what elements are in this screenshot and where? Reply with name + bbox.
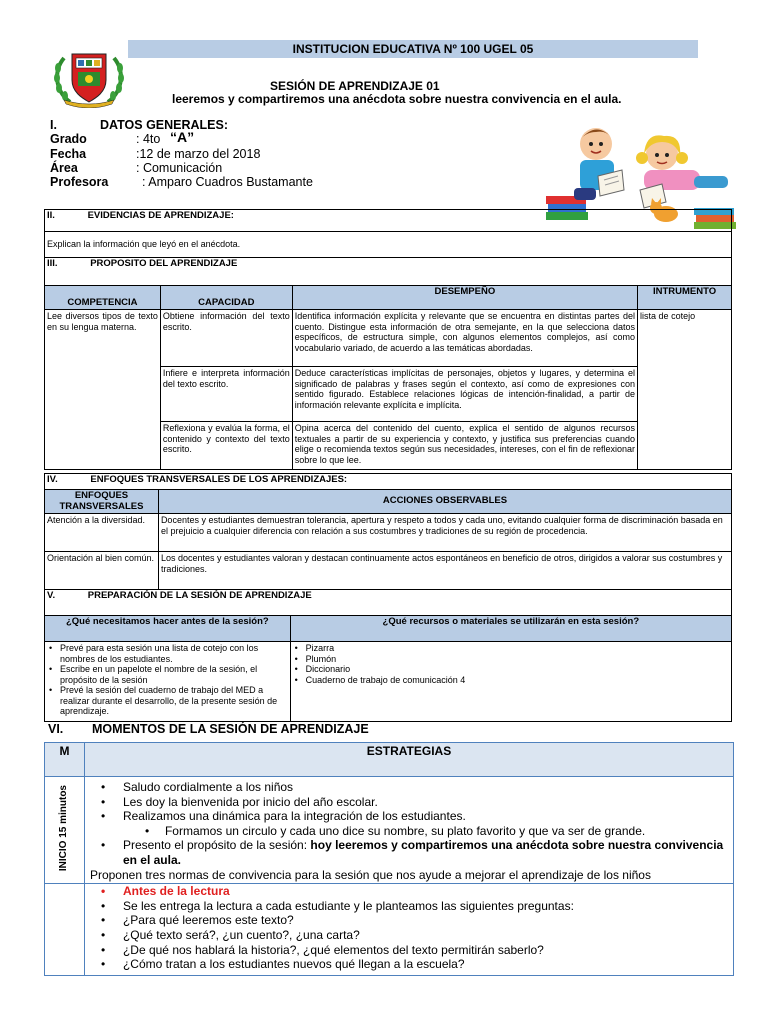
accion-cell: Docentes y estudiantes demuestran tolerancia, apertura y respeto a todos y cada uno, evitando cualquier forma de discriminación basada en el prejuicio a cualquier diferencia con relación a sus costumbres y tradiciones de su región de procedencia. (158, 514, 731, 552)
session-title: SESIÓN DE APRENDIZAJE 01 (270, 79, 440, 93)
area-value: : Comunicación (136, 161, 223, 175)
antes-lectura-heading: • Antes de la lectura (87, 884, 731, 899)
list-item: • Realizamos una dinámica para la integración de los estudiantes. (87, 809, 731, 824)
grado-section: “A” (170, 129, 195, 145)
proposito-prefix: Presento el propósito de la sesión: (122, 838, 311, 853)
inicio-cell (45, 777, 85, 884)
fecha-value: :12 de marzo del 2018 (136, 147, 261, 161)
desarrollo-strategies (84, 884, 733, 976)
estrategias-header: ESTRATEGIAS (84, 743, 733, 777)
momentos-numeral: VI. (48, 722, 64, 736)
desempeno-cell: Opina acerca del contenido del cuento, explica el sentido de algunos recursos textuales a partir de su experiencia y contexto, y justifica sus preferencias cuando elige o recomienda textos según sus necesidades, intereses, con el fin de reflexionar sobre lo que lee. (292, 422, 637, 470)
recursos-col-header: ¿Qué recursos o materiales se utilizarán en esta sesión? (290, 616, 731, 642)
momentos-table (44, 742, 734, 976)
list-item: • Plumón (293, 654, 729, 665)
enfoques-title: ENFOQUES TRANSVERSALES DE LOS APRENDIZAJES: (90, 474, 348, 485)
capacidad-header: CAPACIDAD (160, 286, 292, 310)
list-item: • ¿Qué texto será?, ¿un cuento?, ¿una carta? (87, 928, 731, 943)
list-item: • Pizarra (293, 643, 729, 654)
enfoque-cell: Atención a la diversidad. (45, 514, 159, 552)
evidencias-title: EVIDENCIAS DE APRENDIZAJE: (87, 210, 234, 221)
competencia-header: COMPETENCIA (45, 286, 161, 310)
profesora-label: Profesora (50, 175, 109, 189)
capacidad-cell: Infiere e interpreta información del texto escrito. (160, 367, 292, 422)
list-item: • Les doy la bienvenida por inicio del año escolar. (87, 795, 731, 810)
list-item: • ¿De qué nos hablará la historia?, ¿qué elementos del texto permitirán saberlo? (87, 943, 731, 958)
list-item: • Prevé para esta sesión una lista de cotejo con los nombres de los estudiantes. (47, 643, 288, 664)
school-logo (50, 46, 128, 108)
enfoques-table (44, 473, 732, 590)
antes-cell (45, 642, 291, 722)
list-item: • Escribe en un papelote el nombre de la sesión, el propósito de la sesión (47, 664, 288, 685)
list-item: • ¿Cómo tratan a los estudiantes nuevos qué llegan a la escuela? (87, 957, 731, 972)
preparacion-title: PREPARACIÓN DE LA SESIÓN DE APRENDIZAJE (87, 590, 312, 601)
profesora-value: : Amparo Cuadros Bustamante (142, 175, 313, 189)
list-item: • Diccionario (293, 664, 729, 675)
institution-header: INSTITUCION EDUCATIVA Nº 100 UGEL 05 (128, 40, 698, 58)
enfoques-numeral: IV. (47, 474, 58, 485)
evidencias-text: Explican la información que leyó en el anécdota. (45, 232, 732, 258)
enfoque-cell: Orientación al bien común. (45, 552, 159, 590)
desempeno-header: DESEMPEÑO (292, 286, 637, 310)
instrumento-cell: lista de cotejo (638, 310, 732, 470)
preparacion-table (44, 589, 732, 722)
instrumento-header: INTRUMENTO (638, 286, 732, 310)
normas-text: Proponen tres normas de convivencia para la sesión que nos ayude a mejorar el aprendizaje de los niños (89, 867, 651, 882)
accion-cell: Los docentes y estudiantes valoran y destacan continuamente actos espontáneos en beneficio de otros, dirigidos a valorar sus costumbres y tradiciones. (158, 552, 731, 590)
momentos-title: MOMENTOS DE LA SESIÓN DE APRENDIZAJE (92, 722, 369, 736)
datos-numeral: I. (50, 118, 57, 132)
list-item: • Saludo cordialmente a los niños (87, 780, 731, 795)
list-item: • Cuaderno de trabajo de comunicación 4 (293, 675, 729, 686)
desempeno-cell: Deduce características implícitas de personajes, objetos y lugares, y determina el significado de palabras y frases según el contexto, así como de expresiones con sentido figurado. Establece relaciones lógicas de intención-finalidad, a partir de información relevante explícita e implícita. (292, 367, 637, 422)
proposito-numeral: III. (47, 258, 58, 269)
fecha-label: Fecha (50, 147, 87, 161)
session-subtitle: leeremos y compartiremos una anécdota sobre nuestra convivencia en el aula. (172, 92, 622, 106)
desempeno-cell: Identifica información explícita y relevante que se encuentra en distintas partes del cuento. Distingue esta información de otra semejante, en la que selecciona datos específicos, de estructura simple, con algunos elementos complejos, así como vocabulario variado, de acuerdo a las temáticas abordadas. (292, 310, 637, 367)
inicio-strategies (84, 777, 733, 884)
competencia-cell: Lee diversos tipos de texto en su lengua materna. (45, 310, 161, 470)
evidencias-header (45, 210, 732, 232)
list-item: • Formamos un circulo y cada uno dice su nombre, su plato favorito y que va ser de grande. (87, 824, 731, 839)
acciones-col-header: ACCIONES OBSERVABLES (158, 490, 731, 514)
preparacion-numeral: V. (47, 590, 56, 601)
grado-label: Grado (50, 132, 87, 146)
grado-value: : 4to (136, 132, 161, 146)
capacidad-cell: Obtiene información del texto escrito. (160, 310, 292, 367)
proposito-table (44, 209, 732, 470)
enfoques-col-header: ENFOQUES TRANSVERSALES (45, 490, 159, 514)
evidencias-numeral: II. (47, 210, 55, 221)
list-item (87, 838, 731, 867)
proposito-header (45, 258, 732, 286)
list-item: • ¿Para qué leeremos este texto? (87, 913, 731, 928)
proposito-title: PROPOSITO DEL APRENDIZAJE (90, 258, 238, 269)
inicio-label: INICIO 15 minutos (58, 785, 70, 872)
list-item: • Se les entrega la lectura a cada estudiante y le planteamos las siguientes preguntas: (87, 899, 731, 914)
preparacion-header (45, 590, 732, 616)
desarrollo-cell (45, 884, 85, 976)
datos-title: DATOS GENERALES: (100, 118, 229, 132)
antes-col-header: ¿Qué necesitamos hacer antes de la sesión? (45, 616, 291, 642)
m-header: M (45, 743, 85, 777)
list-item: • Prevé la sesión del cuaderno de trabajo del MED a realizar durante el desarrollo, de la presente sesión de aprendizaje. (47, 685, 288, 717)
area-label: Área (50, 161, 78, 175)
proposito-bold: hoy leeremos y compartiremos una anécdota sobre nuestra convivencia en el aula. (122, 838, 724, 867)
enfoques-header (45, 474, 732, 490)
recursos-cell (290, 642, 731, 722)
capacidad-cell: Reflexiona y evalúa la forma, el contenido y contexto del texto escrito. (160, 422, 292, 470)
